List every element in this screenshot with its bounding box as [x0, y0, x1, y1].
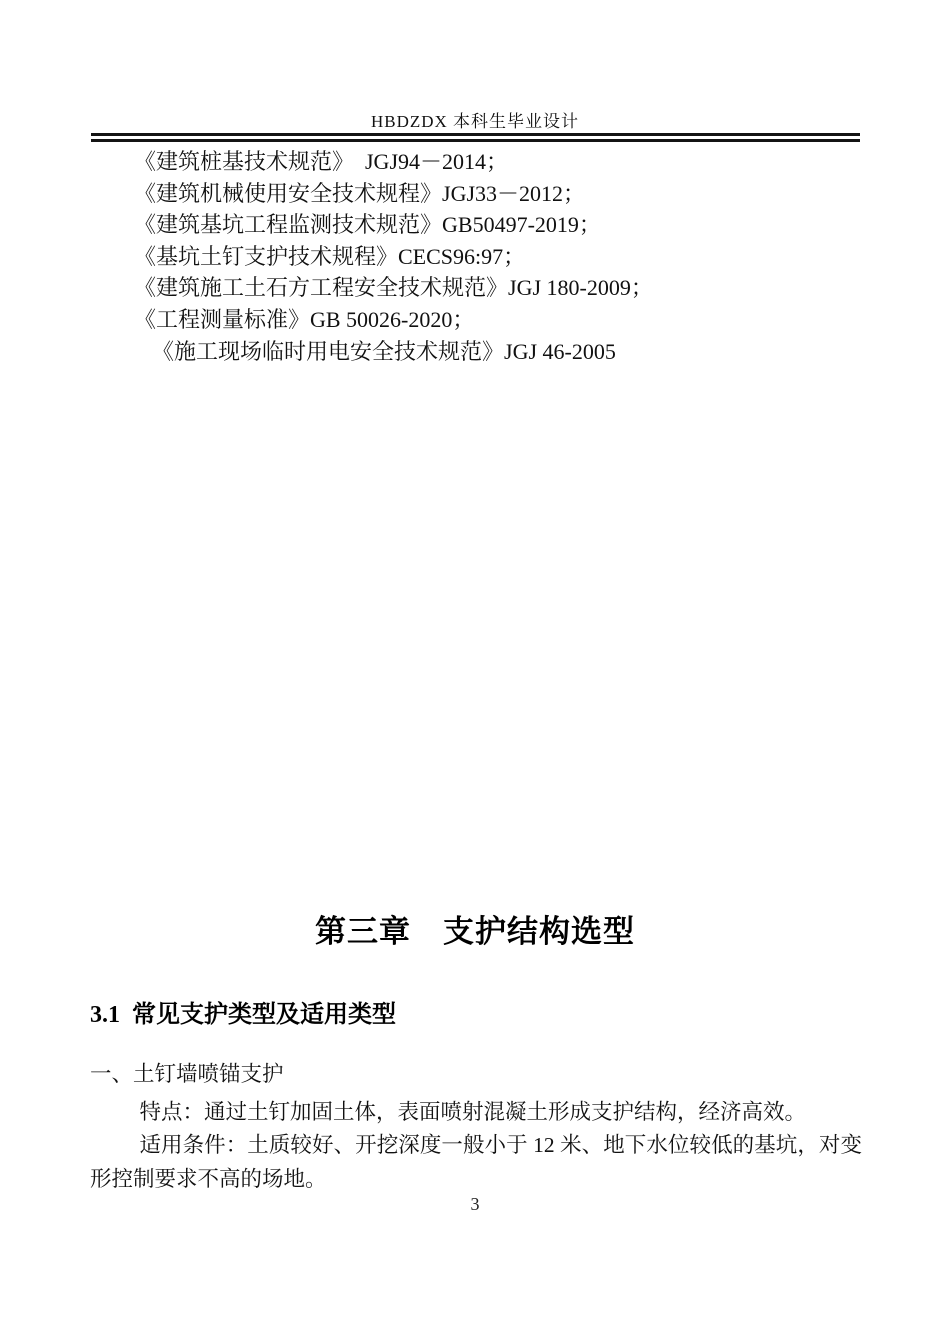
regulations-list: [90, 146, 862, 367]
section-title: 常见支护类型及适用类型: [132, 1002, 396, 1028]
header-double-rule: [91, 133, 860, 142]
paragraph-conditions: 适用条件：土质较好、开挖深度一般小于 12 米、地下水位较低的基坑，对变形控制要求不高的场地。: [90, 1133, 862, 1191]
regulation-item: 《基坑土钉支护技术规程》CECS96:97；: [134, 243, 526, 269]
page-number: 3: [470, 1194, 480, 1214]
running-head-title: HBDZDX 本科生毕业设计: [370, 112, 580, 131]
list-item-heading: 一、土钉墙喷锚支护: [90, 1062, 284, 1086]
regulation-item: 《建筑施工土石方工程安全技术规范》JGJ 180-2009；: [134, 275, 653, 301]
regulation-item: 《工程测量标准》GB 50026-2020；: [134, 306, 475, 332]
section-number: 3.1: [90, 1002, 120, 1028]
paragraph-features: 特点：通过土钉加固土体，表面喷射混凝土形成支护结构，经济高效。: [139, 1099, 806, 1124]
chapter-title: 第三章 支护结构选型: [315, 914, 635, 949]
section-body: [90, 1058, 862, 1196]
regulation-item: 《建筑基坑工程监测技术规范》GB50497-2019；: [134, 212, 601, 238]
section-heading: [90, 994, 396, 1029]
regulation-item: 《建筑机械使用安全技术规程》JGJ33－2012；: [134, 180, 586, 206]
regulation-item: 《建筑桩基技术规范》 JGJ94－2014；: [134, 149, 509, 174]
regulation-item: 《施工现场临时用电安全技术规范》JGJ 46-2005: [152, 338, 616, 364]
